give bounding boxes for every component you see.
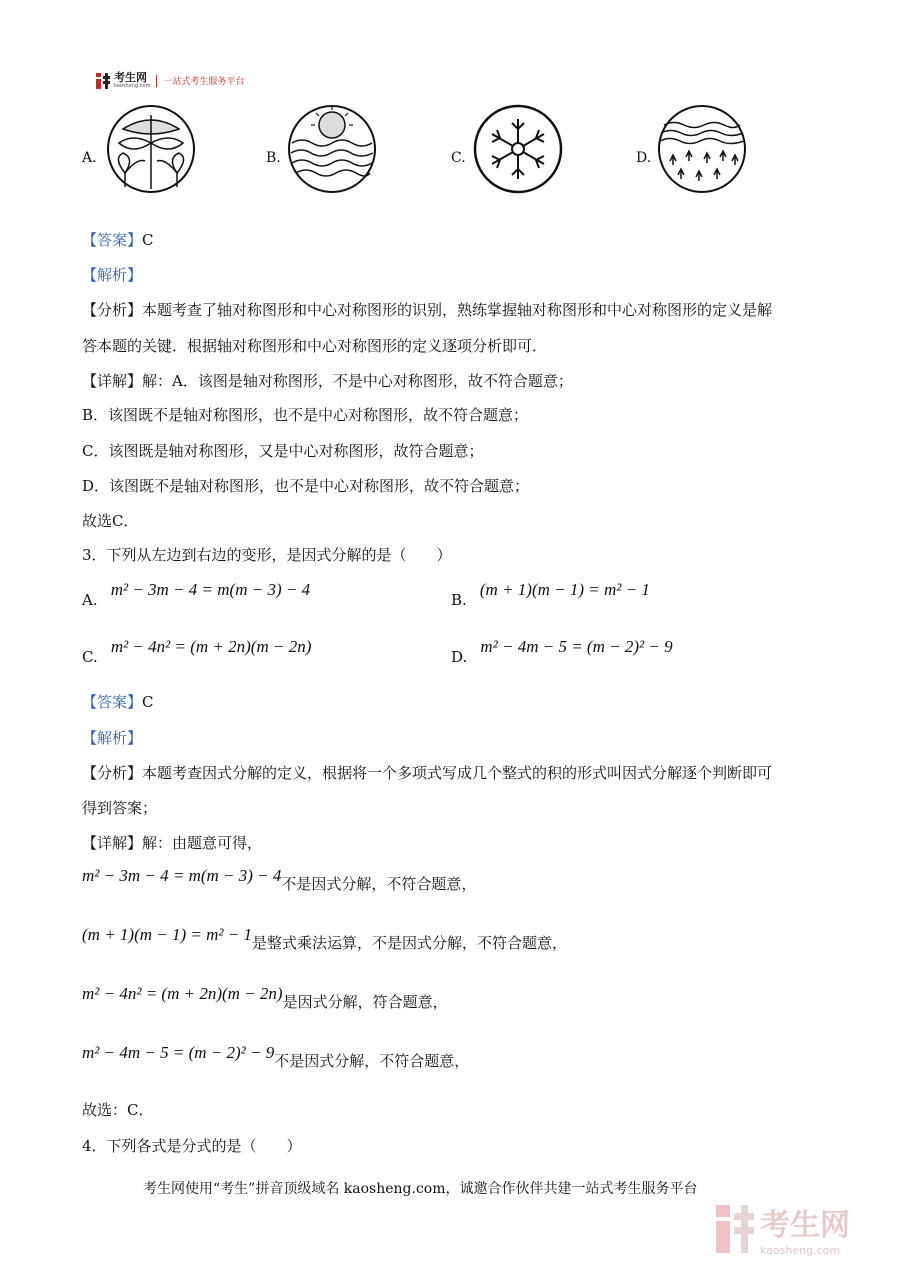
fenxi-line-1 — [82, 763, 772, 783]
option-formula: m² − 4m − 5 = (m − 2)² − 9 — [480, 637, 673, 656]
answer-value: C — [142, 693, 154, 711]
formula-comment: 是因式分解，符合题意， — [282, 993, 448, 1011]
option-letter: D. — [451, 648, 468, 666]
answer-value: C — [142, 231, 154, 249]
formula-comment: 不是因式分解，不符合题意， — [274, 1052, 470, 1070]
xiangjie-tag: 【详解】 — [82, 834, 143, 852]
footer-text: 考生网使用“考生”拼音顶级域名 kaosheng.com，诚邀合作伙伴共建一站式考生服务平台 — [143, 1181, 698, 1197]
plant-leaves-icon — [105, 103, 197, 195]
fenxi-tag: 【分析】 — [82, 301, 143, 319]
q4-stem: 4．下列各式是分式的是（ ） — [82, 1137, 302, 1155]
grass-waves-icon — [656, 103, 748, 195]
q2-option-c-letter: C. — [451, 150, 466, 166]
formula: (m + 1)(m − 1) = m² − 1 — [82, 925, 252, 944]
watermark-logo-icon — [716, 1205, 754, 1253]
formula-comment: 不是因式分解，不符合题意， — [281, 875, 477, 893]
q2-answer-line — [82, 230, 154, 250]
answer-tag: 【答案】 — [82, 231, 143, 249]
q2-option-a-letter: A. — [82, 150, 97, 166]
detail-intro — [82, 833, 262, 853]
fenxi-tag: 【分析】 — [82, 764, 143, 782]
option-letter: A. — [82, 591, 98, 609]
detail-line-a — [82, 371, 573, 391]
q2-option-d-letter: D. — [636, 150, 652, 166]
watermark-name: 考生网 — [760, 1208, 850, 1243]
detail-line-c: C．该图既是轴对称图形，又是中心对称图形，故符合题意； — [82, 442, 484, 460]
snowflake-icon — [472, 103, 564, 195]
formula: m² − 4n² = (m + 2n)(m − 2n) — [82, 984, 283, 1003]
option-letter: C. — [82, 648, 98, 666]
logo-name: 考生网 — [114, 71, 147, 84]
q2-options-row — [0, 0, 900, 200]
conclusion: 故选：C． — [82, 1101, 154, 1119]
option-formula: m² − 4n² = (m + 2n)(m − 2n) — [110, 637, 312, 656]
fenxi-line-1 — [82, 300, 772, 320]
watermark-domain: kaosheng.com — [760, 1244, 841, 1257]
analysis-tag: 【解析】 — [82, 266, 143, 284]
conclusion: 故选C． — [82, 512, 139, 530]
detail-text: 解：A．该图是轴对称图形，不是中心对称图形，故不符合题意； — [142, 372, 573, 390]
detail-formula-4 — [82, 1043, 470, 1070]
formula: m² − 3m − 4 = m(m − 3) − 4 — [82, 866, 282, 885]
formula-comment: 是整式乘法运算，不是因式分解，不符合题意， — [251, 934, 567, 952]
logo-slogan: 一站式考生服务平台 — [163, 77, 245, 87]
detail-text: 解：由题意可得， — [142, 834, 263, 852]
detail-line-b: B．该图既不是轴对称图形，也不是中心对称图形，故不符合题意； — [82, 406, 529, 424]
detail-line-d: D．该图既不是轴对称图形，也不是中心对称图形，故不符合题意； — [82, 477, 530, 495]
q3-stem: 3．下列从左边到右边的变形，是因式分解的是（ ） — [82, 546, 452, 564]
q3-option-c — [82, 637, 312, 666]
fenxi-text: 本题考查因式分解的定义，根据将一个多项式写成几个整式的积的形式叫因式分解逐个判断即可 — [142, 764, 773, 782]
q2-option-b-letter: B. — [266, 150, 281, 166]
option-formula: (m + 1)(m − 1) = m² − 1 — [479, 580, 650, 599]
q3-option-d — [451, 637, 673, 666]
option-formula: m² − 3m − 4 = m(m − 3) − 4 — [110, 580, 311, 599]
logo-domain: kaosheng.com — [114, 83, 151, 89]
xiangjie-tag: 【详解】 — [82, 372, 143, 390]
answer-tag: 【答案】 — [82, 693, 143, 711]
analysis-tag: 【解析】 — [82, 729, 143, 747]
detail-formula-3 — [82, 984, 448, 1011]
q3-option-b — [451, 580, 650, 609]
detail-formula-1 — [82, 866, 477, 893]
sun-waves-icon — [286, 103, 378, 195]
option-letter: B. — [451, 591, 467, 609]
q3-option-a — [82, 580, 311, 609]
fenxi-text: 本题考查了轴对称图形和中心对称图形的识别，熟练掌握轴对称图形和中心对称图形的定义是解 — [142, 301, 773, 319]
detail-formula-2 — [82, 925, 567, 952]
watermark — [716, 1200, 850, 1257]
formula: m² − 4m − 5 = (m − 2)² − 9 — [82, 1043, 275, 1062]
fenxi-line-2: 答本题的关键．根据轴对称图形和中心对称图形的定义逐项分析即可． — [82, 337, 548, 355]
fenxi-line-2: 得到答案； — [82, 799, 158, 817]
q3-answer-line — [82, 692, 154, 712]
